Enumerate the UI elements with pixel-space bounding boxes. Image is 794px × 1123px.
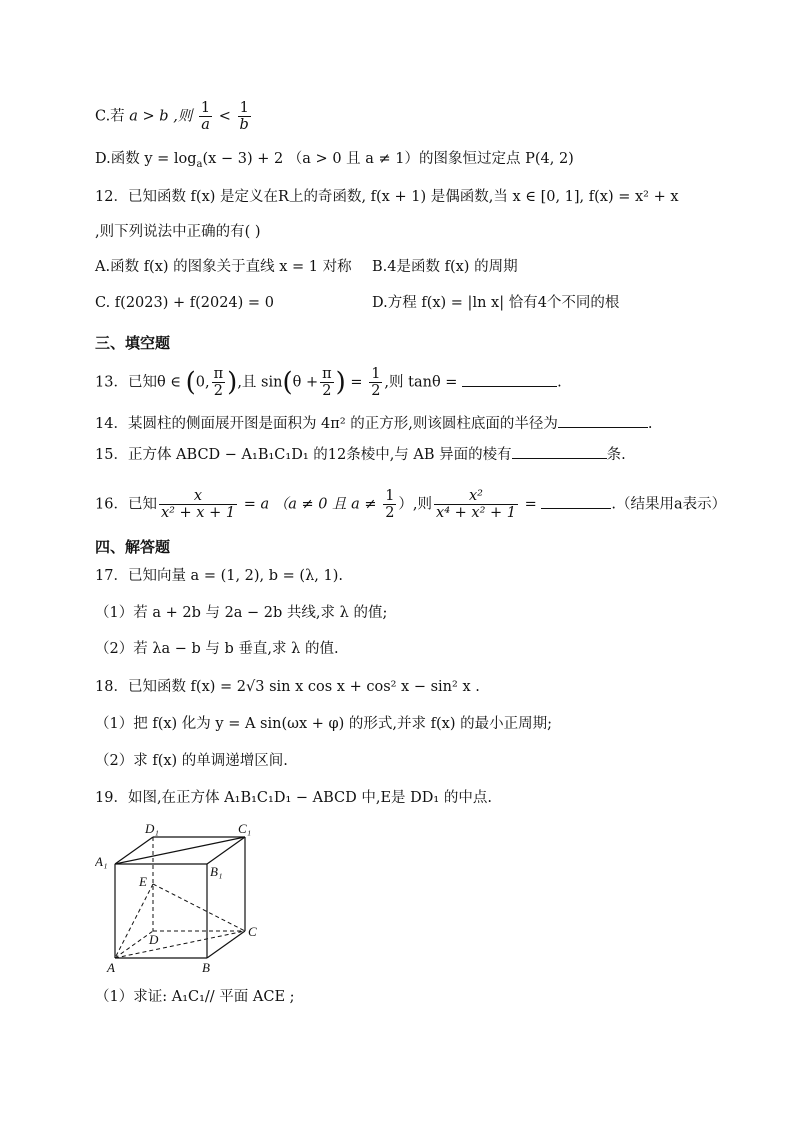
- cube-figure: [95, 820, 270, 980]
- q17-part1: （1）若 a + 2b 与 2a − 2b 共线,求 λ 的值;: [95, 605, 388, 621]
- q12-option-b: B.4是函数 f(x) 的周期: [372, 259, 518, 275]
- q17-part2: （2）若 λa − b 与 b 垂直,求 λ 的值.: [95, 641, 339, 657]
- q15: 15．正方体 ABCD − A₁B₁C₁D₁ 的12条棱中,与 AB 异面的棱有 条.: [95, 444, 626, 465]
- fraction-one-half: $\frac{1}{2}$: [371, 366, 381, 399]
- q18-part2: （2）求 f(x) 的单调递增区间.: [95, 753, 288, 769]
- q18-stem: 18．已知函数 f(x) = 2√3 sin x cos x + cos² x − sin² x .: [95, 679, 480, 695]
- label-d1: D₁: [145, 821, 159, 836]
- label-a1: A₁: [95, 854, 108, 869]
- fraction-1-over-a: $\frac{1}{a}$: [200, 100, 211, 133]
- label-e: E: [139, 874, 147, 889]
- q12-stem-line1: 12．已知函数 f(x) 是定义在R上的奇函数, f(x + 1) 是偶函数,当 x ∈ [0, 1], f(x) = x² + x: [95, 189, 679, 205]
- q12-option-c: C. f(2023) + f(2024) = 0: [95, 295, 274, 311]
- fraction-x-over-quadratic: $\frac{x}{\text{x² + x + 1}}$: [160, 488, 236, 521]
- fraction-pi-over-2-b: $\frac{\pi}{2}$: [322, 366, 332, 399]
- q12-stem-line2: ,则下列说法中正确的有( ): [95, 224, 261, 240]
- fraction-pi-over-2: $\frac{\pi}{2}$: [213, 366, 224, 399]
- q14: 14．某圆柱的侧面展开图是面积为 4π² 的正方形,则该圆柱底面的半径为 .: [95, 413, 652, 434]
- section-heading-fill-in: 三、填空题: [95, 334, 171, 352]
- hidden-edge-a-d: [115, 931, 153, 958]
- q11-option-c: C.若 a > b ,则 $\frac{1}{a}$ < $\frac{1}{b}$: [95, 100, 249, 133]
- q19-part1: （1）求证: A₁C₁// 平面 ACE ;: [95, 989, 295, 1005]
- label-b: B: [202, 960, 210, 975]
- label-d: D: [149, 932, 159, 947]
- q16: 16．已知 $\frac{x}{\text{x² + x + 1}}$ = a （a ≠ 0 且 a ≠ $\frac{1}{2}$ ）,则 $\frac{\text{x²}}{\text{x⁴ + x² + 1}}$ = .（结果用a表示）: [95, 488, 727, 521]
- answer-blank-16[interactable]: [541, 494, 611, 509]
- q18-part1: （1）把 f(x) 化为 y = A sin(ωx + φ) 的形式,并求 f(x) 的最小正周期;: [95, 716, 552, 732]
- label-b1: B₁: [210, 864, 223, 879]
- answer-blank-13[interactable]: [462, 372, 557, 387]
- q13: 13．已知θ ∈ (0, $\frac{\pi}{2}$ ),且 sin(θ + $\frac{\pi}{2}$ ) = $\frac{1}{2}$ ,则 tanθ = .: [95, 366, 562, 399]
- q11c-condition: a > b ,则: [124, 108, 193, 125]
- fraction-x2-over-quartic: $\frac{\text{x²}}{\text{x⁴ + x² + 1}}$: [436, 488, 516, 521]
- label-c: C: [248, 924, 257, 939]
- section-heading-solutions: 四、解答题: [95, 538, 171, 556]
- fraction-one-half-16: $\frac{1}{2}$: [385, 488, 395, 521]
- label-c1: C₁: [238, 821, 252, 836]
- label-a: A: [107, 960, 115, 975]
- hidden-seg-e-a: [115, 884, 153, 958]
- fraction-1-over-b: $\frac{1}{b}$: [239, 100, 249, 133]
- q19-stem: 19．如图,在正方体 A₁B₁C₁D₁ − ABCD 中,E是 DD₁ 的中点.: [95, 790, 492, 806]
- hidden-seg-e-c: [153, 884, 245, 931]
- q11-option-d: D.函数 $y = \log_a(x - 3) + 2$ （a > 0 且 a ≠ 1）的图象恒过定点 P(4, 2): [95, 151, 574, 170]
- answer-blank-14[interactable]: [558, 413, 648, 428]
- q17-stem: 17．已知向量 a = (1, 2), b = (λ, 1).: [95, 568, 343, 584]
- answer-blank-15[interactable]: [512, 444, 607, 459]
- q12-option-a: A.函数 f(x) 的图象关于直线 x = 1 对称: [95, 259, 352, 275]
- q12-option-d: D.方程 f(x) = |ln x| 恰有4个不同的根: [372, 295, 620, 311]
